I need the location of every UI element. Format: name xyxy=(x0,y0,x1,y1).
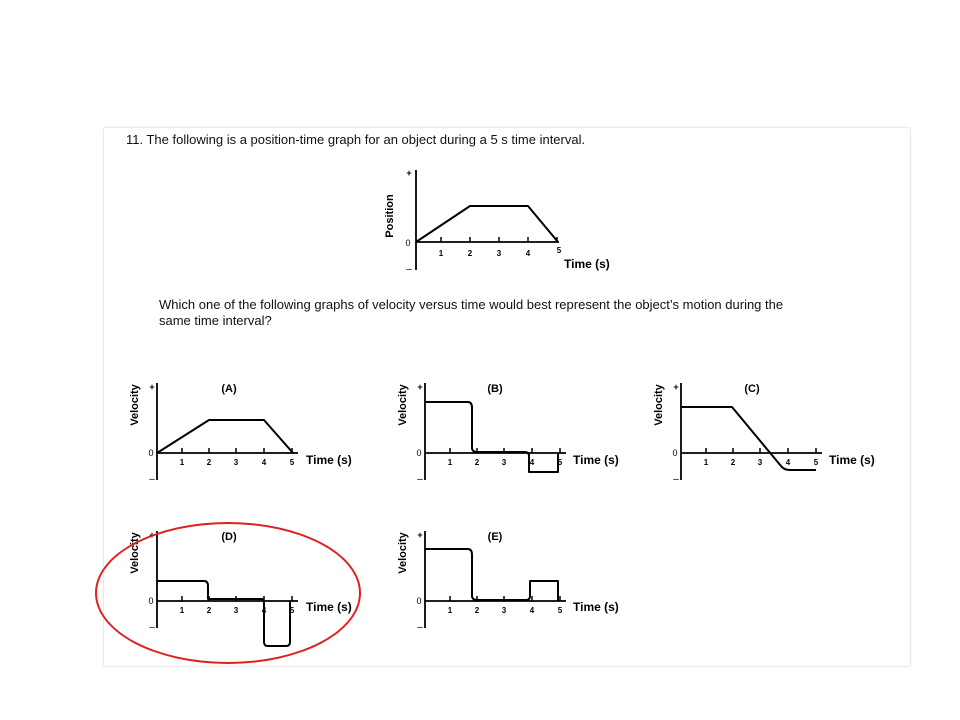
zero-label: 0 xyxy=(416,596,422,606)
plus-label: + xyxy=(149,530,155,540)
position-tick-label: 2 xyxy=(467,249,473,258)
option-label: (E) xyxy=(487,531,503,543)
tick-label: 3 xyxy=(501,458,507,467)
tick-label: 3 xyxy=(233,606,239,615)
position-plus-label: + xyxy=(406,168,412,178)
x-axis-label: Time (s) xyxy=(573,453,619,467)
tick-label: 1 xyxy=(179,606,185,615)
option-graph-b[interactable] xyxy=(392,378,632,488)
tick-label: 3 xyxy=(757,458,763,467)
position-tick-label: 4 xyxy=(525,249,531,258)
minus-label: – xyxy=(417,622,423,633)
tick-label: 5 xyxy=(557,458,563,467)
position-tick-label: 1 xyxy=(438,249,444,258)
velocity-axis-label: Velocity xyxy=(397,532,409,574)
position-minus-label: – xyxy=(406,264,412,275)
tick-label: 3 xyxy=(501,606,507,615)
tick-label: 2 xyxy=(730,458,736,467)
plus-label: + xyxy=(673,382,679,392)
option-label: (A) xyxy=(221,383,237,395)
x-axis-label: Time (s) xyxy=(306,453,352,467)
selected-answer-circle xyxy=(95,522,361,664)
velocity-curve xyxy=(157,420,293,453)
velocity-axis-label: Velocity xyxy=(397,384,409,426)
velocity-curve xyxy=(425,549,558,601)
position-curve xyxy=(416,206,558,242)
plus-label: + xyxy=(417,530,423,540)
tick-label: 1 xyxy=(447,606,453,615)
option-graph-c[interactable] xyxy=(648,378,888,488)
tick-label: 4 xyxy=(785,458,791,467)
velocity-axis-label: Velocity xyxy=(129,384,141,426)
question-prompt-line-2: same time interval? xyxy=(159,313,272,328)
zero-label: 0 xyxy=(672,448,678,458)
question-text: 11. The following is a position-time graph for an object during a 5 s time interval. xyxy=(126,132,586,147)
option-graph-a[interactable] xyxy=(124,378,364,488)
position-tick-label: 5 xyxy=(556,246,562,255)
tick-label: 5 xyxy=(813,458,819,467)
minus-label: – xyxy=(149,622,155,633)
tick-label: 5 xyxy=(289,458,295,467)
tick-label: 3 xyxy=(233,458,239,467)
zero-label: 0 xyxy=(148,596,154,606)
zero-label: 0 xyxy=(416,448,422,458)
tick-label: 5 xyxy=(557,606,563,615)
tick-label: 1 xyxy=(179,458,185,467)
minus-label: – xyxy=(149,474,155,485)
position-time-graph xyxy=(376,164,626,278)
tick-label: 2 xyxy=(474,606,480,615)
x-axis-label: Time (s) xyxy=(573,600,619,614)
plus-label: + xyxy=(417,382,423,392)
position-tick-label: 3 xyxy=(496,249,502,258)
velocity-curve xyxy=(681,407,816,470)
tick-label: 4 xyxy=(261,606,267,615)
tick-label: 4 xyxy=(261,458,267,467)
minus-label: – xyxy=(673,474,679,485)
tick-label: 1 xyxy=(703,458,709,467)
minus-label: – xyxy=(417,474,423,485)
tick-label: 4 xyxy=(529,606,535,615)
x-axis-label: Time (s) xyxy=(306,600,352,614)
tick-label: 2 xyxy=(206,458,212,467)
question-prompt-line-1: Which one of the following graphs of velocity versus time would best represent the object’s motion during the xyxy=(159,297,784,312)
velocity-curve xyxy=(425,402,558,472)
option-label: (C) xyxy=(744,383,760,395)
position-x-axis-label: Time (s) xyxy=(564,257,610,271)
option-graph-e[interactable] xyxy=(392,526,632,636)
tick-label: 2 xyxy=(206,606,212,615)
velocity-axis-label: Velocity xyxy=(129,532,141,574)
position-zero-label: 0 xyxy=(405,238,411,248)
option-label: (B) xyxy=(487,383,503,395)
position-axis-label: Position xyxy=(384,194,396,238)
tick-label: 1 xyxy=(447,458,453,467)
velocity-axis-label: Velocity xyxy=(653,384,665,426)
tick-label: 2 xyxy=(474,458,480,467)
tick-label: 5 xyxy=(289,606,295,615)
plus-label: + xyxy=(149,382,155,392)
tick-label: 4 xyxy=(529,458,535,467)
option-label: (D) xyxy=(221,531,237,543)
x-axis-label: Time (s) xyxy=(829,453,875,467)
zero-label: 0 xyxy=(148,448,154,458)
